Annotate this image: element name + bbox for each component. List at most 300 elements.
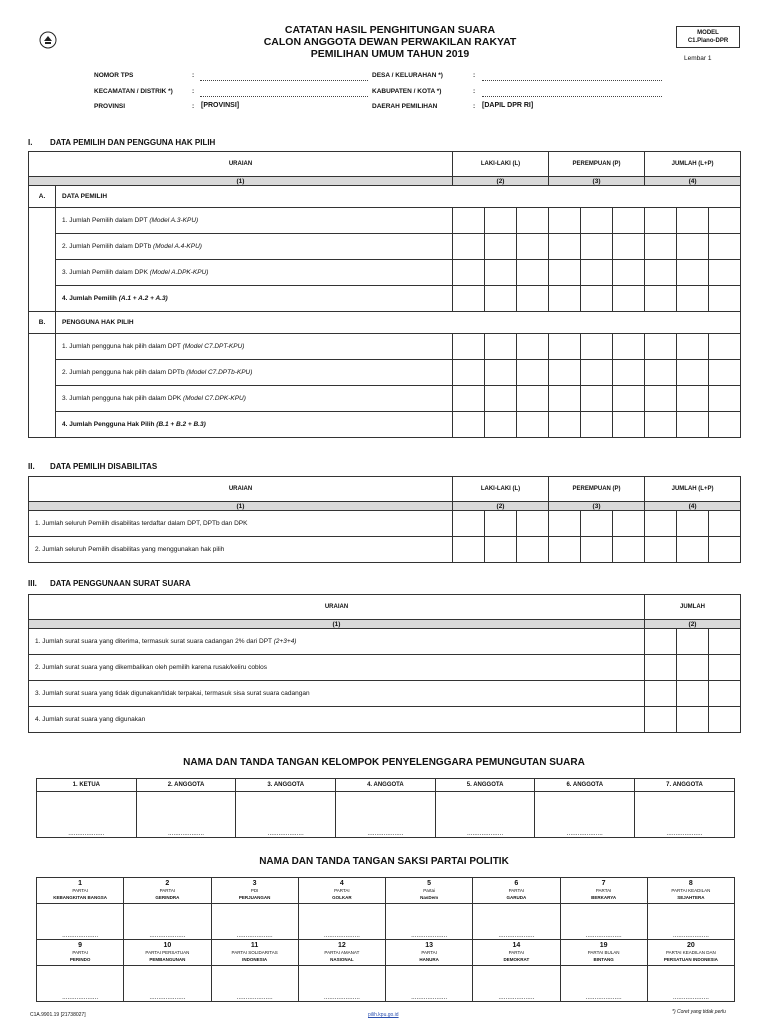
s3-row3-text: 3. Jumlah surat suara yang tidak digunakan/tidak terpakai, termasuk sisa surat suara cadangan — [29, 681, 645, 707]
s2-colnum-4: (4) — [645, 502, 741, 511]
signature-box[interactable] — [535, 792, 635, 838]
party-word: PARTAI — [72, 950, 88, 955]
signature-line: .................... — [236, 932, 273, 939]
signature-box[interactable] — [211, 966, 298, 1002]
footer-link[interactable]: pilih.kpu.go.id — [368, 1012, 399, 1018]
nomor-tps-field[interactable] — [200, 80, 368, 81]
input-cell[interactable] — [709, 360, 741, 386]
signature-line: .................... — [167, 830, 205, 837]
party-header — [386, 940, 473, 966]
section2-title: DATA PEMILIH DISABILITAS — [50, 462, 158, 471]
input-cell[interactable] — [677, 286, 709, 312]
input-cell[interactable] — [677, 511, 709, 537]
table-row — [29, 234, 741, 260]
input-cell[interactable] — [645, 537, 677, 563]
input-cell[interactable] — [581, 412, 613, 438]
signature-box[interactable] — [435, 792, 535, 838]
party-name: DEMOKRAT — [503, 957, 530, 962]
input-cell[interactable] — [453, 511, 485, 537]
party-word: PARTAI KEADILAN — [671, 888, 711, 893]
party-header — [386, 878, 473, 904]
s3-col-uraian: URAIAN — [29, 595, 645, 620]
footer-code: C1A.9901.19 [21738027] — [30, 1012, 86, 1018]
party-header — [647, 940, 734, 966]
signature-box[interactable] — [336, 792, 436, 838]
input-cell[interactable] — [645, 412, 677, 438]
signature-line: .................... — [666, 830, 703, 837]
group-b-title: PENGGUNA HAK PILIH — [56, 312, 741, 334]
input-cell[interactable] — [517, 208, 549, 234]
kpps-signature-table — [36, 778, 735, 838]
party-number: 13 — [425, 942, 434, 949]
signature-box[interactable] — [37, 966, 124, 1002]
input-cell[interactable] — [677, 234, 709, 260]
s2-col-laki: LAKI-LAKI (L) — [453, 477, 549, 502]
input-cell[interactable] — [709, 334, 741, 360]
input-cell[interactable] — [485, 334, 517, 360]
party-word: PARTAI BULAN — [587, 950, 620, 955]
table-row — [29, 334, 741, 360]
input-cell[interactable] — [549, 537, 581, 563]
input-cell[interactable] — [581, 537, 613, 563]
input-cell[interactable] — [549, 208, 581, 234]
signature-line: .................... — [367, 830, 404, 837]
s1-colnum-3: (3) — [549, 177, 645, 186]
party-name: SEJAHTERA — [677, 895, 705, 900]
input-cell[interactable] — [709, 681, 741, 707]
input-cell[interactable] — [517, 537, 549, 563]
signature-line: .................... — [672, 994, 709, 1001]
input-cell[interactable] — [645, 360, 677, 386]
input-cell[interactable] — [517, 360, 549, 386]
input-cell[interactable] — [677, 260, 709, 286]
input-cell[interactable] — [453, 260, 485, 286]
input-cell[interactable] — [581, 511, 613, 537]
input-cell[interactable] — [549, 286, 581, 312]
table-row — [29, 412, 741, 438]
s2-col-jumlah: JUMLAH (L+P) — [645, 477, 741, 502]
input-cell[interactable] — [709, 629, 741, 655]
party-name: GOLKAR — [332, 895, 352, 900]
row-b2-ref: (Model C7.DPTb-KPU) — [186, 369, 253, 376]
s1-colnum-2: (2) — [453, 177, 549, 186]
group-a-letter: A. — [29, 186, 56, 208]
s3-col-jumlah: JUMLAH — [645, 595, 741, 620]
input-cell[interactable] — [453, 334, 485, 360]
kpu-logo-icon — [38, 30, 58, 50]
party-name: INDONESIA — [242, 957, 268, 962]
s2-colnum-1: (1) — [29, 502, 453, 511]
input-cell[interactable] — [549, 360, 581, 386]
input-cell[interactable] — [709, 234, 741, 260]
input-cell[interactable] — [485, 260, 517, 286]
row-b2-text: 2. Jumlah pengguna hak pilih dalam DPTb — [62, 369, 187, 376]
input-cell[interactable] — [613, 360, 645, 386]
signature-box[interactable] — [473, 904, 560, 940]
input-cell[interactable] — [645, 234, 677, 260]
input-cell[interactable] — [677, 360, 709, 386]
party-number: 19 — [599, 942, 608, 949]
input-cell[interactable] — [677, 537, 709, 563]
model-label: MODEL — [697, 30, 719, 36]
signature-box[interactable] — [124, 904, 211, 940]
input-cell[interactable] — [709, 260, 741, 286]
kpps-col-anggota-2: 2. ANGGOTA — [136, 779, 236, 792]
row-a4-text: 4. Jumlah Pemilih — [62, 295, 119, 302]
s3-colnum-2: (2) — [645, 620, 741, 629]
party-header — [298, 940, 385, 966]
signature-box[interactable] — [136, 792, 236, 838]
input-cell[interactable] — [709, 707, 741, 733]
input-cell[interactable] — [677, 334, 709, 360]
party-header — [37, 878, 124, 904]
input-cell[interactable] — [645, 629, 677, 655]
input-cell[interactable] — [645, 386, 677, 412]
kpps-col-anggota-7: 7. ANGGOTA — [635, 779, 735, 792]
party-number: 11 — [250, 942, 259, 949]
row-b1-ref: (Model C7.DPT-KPU) — [182, 343, 245, 350]
input-cell[interactable] — [549, 412, 581, 438]
row-b4-ref: (B.1 + B.2 + B.3) — [156, 421, 206, 428]
s1-colnum-4: (4) — [645, 177, 741, 186]
party-number: 5 — [427, 880, 432, 887]
input-cell[interactable] — [677, 208, 709, 234]
input-cell[interactable] — [517, 234, 549, 260]
signature-box[interactable] — [386, 904, 473, 940]
input-cell[interactable] — [453, 234, 485, 260]
input-cell[interactable] — [485, 412, 517, 438]
input-cell[interactable] — [485, 511, 517, 537]
party-name: KEBANGKITAN BANGSA — [53, 895, 107, 900]
input-cell[interactable] — [709, 511, 741, 537]
party-header — [37, 940, 124, 966]
signature-box[interactable] — [473, 966, 560, 1002]
kpps-col-anggota-6: 6. ANGGOTA — [535, 779, 635, 792]
kpps-col-anggota-5: 5. ANGGOTA — [435, 779, 535, 792]
input-cell[interactable] — [581, 286, 613, 312]
s3-colnum-1: (1) — [29, 620, 645, 629]
title-line-2: CALON ANGGOTA DEWAN PERWAKILAN RAKYAT — [263, 36, 517, 48]
input-cell[interactable] — [677, 655, 709, 681]
signature-box[interactable] — [37, 904, 124, 940]
input-cell[interactable] — [453, 412, 485, 438]
input-cell[interactable] — [709, 208, 741, 234]
signature-line: .................... — [411, 932, 448, 939]
party-header — [211, 878, 298, 904]
input-cell[interactable] — [517, 260, 549, 286]
row-a1-text: 1. Jumlah Pemilih dalam DPT — [62, 217, 150, 224]
input-cell[interactable] — [709, 386, 741, 412]
table-row — [29, 629, 741, 655]
signature-box[interactable] — [298, 966, 385, 1002]
party-number: 14 — [512, 942, 521, 949]
party-name: PERSATUAN INDONESIA — [663, 957, 718, 962]
signature-box[interactable] — [37, 792, 137, 838]
section2-num: II. — [28, 462, 35, 471]
nomor-tps-sep: : — [192, 72, 195, 79]
party-number: 1 — [78, 880, 83, 887]
section3-num: III. — [28, 579, 37, 588]
kabupaten-label: KABUPATEN / KOTA *) — [372, 88, 442, 95]
row-b4-text: 4. Jumlah Pengguna Hak Pilih — [62, 421, 157, 428]
party-number: 3 — [252, 880, 257, 887]
input-cell[interactable] — [677, 412, 709, 438]
s3-row4-text: 4. Jumlah surat suara yang digunakan — [29, 707, 645, 733]
s2-colnum-2: (2) — [453, 502, 549, 511]
group-a-title: DATA PEMILIH — [56, 186, 741, 208]
party-name: NasDem — [420, 895, 439, 900]
input-cell[interactable] — [645, 286, 677, 312]
party-header — [560, 940, 647, 966]
input-cell[interactable] — [485, 386, 517, 412]
party-word: PARTAI PERSATUAN — [145, 950, 190, 955]
table-row — [29, 386, 741, 412]
table-row — [29, 260, 741, 286]
input-cell[interactable] — [645, 260, 677, 286]
table-row — [29, 208, 741, 234]
form-title — [180, 24, 600, 60]
party-number: 10 — [163, 942, 172, 949]
title-line-1: CATATAN HASIL PENGHITUNGAN SUARA — [284, 24, 496, 36]
input-cell[interactable] — [485, 286, 517, 312]
party-word: PDI — [250, 888, 259, 893]
input-cell[interactable] — [453, 286, 485, 312]
input-cell[interactable] — [613, 260, 645, 286]
party-number: 6 — [514, 880, 519, 887]
provinsi-label: PROVINSI — [94, 103, 126, 110]
row-a1-ref: (Model A.3-KPU) — [149, 217, 199, 224]
section1-title: DATA PEMILIH DAN PENGGUNA HAK PILIH — [50, 138, 216, 147]
party-word: PARTAI — [508, 950, 525, 955]
input-cell[interactable] — [517, 511, 549, 537]
kpps-col-anggota-4: 4. ANGGOTA — [336, 779, 436, 792]
party-number: 20 — [686, 942, 695, 949]
party-name: PERJUANGAN — [238, 895, 271, 900]
kpps-col-ketua: 1. KETUA — [37, 779, 137, 792]
row-a3-ref: (Model A.DPK-KPU) — [149, 269, 209, 276]
s1-col-uraian: URAIAN — [29, 152, 453, 177]
input-cell[interactable] — [517, 334, 549, 360]
row-b3-text: 3. Jumlah pengguna hak pilih dalam DPK — [62, 395, 184, 402]
input-cell[interactable] — [613, 537, 645, 563]
s1-col-laki: LAKI-LAKI (L) — [453, 152, 549, 177]
signature-box[interactable] — [211, 904, 298, 940]
s2-row2-text: 2. Jumlah seluruh Pemilih disabilitas yang menggunakan hak pilih — [29, 537, 453, 563]
desa-field[interactable] — [482, 80, 662, 81]
input-cell[interactable] — [549, 511, 581, 537]
row-a4-ref: (A.1 + A.2 + A.3) — [118, 295, 168, 302]
s2-row1-text: 1. Jumlah seluruh Pemilih disabilitas terdaftar dalam DPT, DPTb dan DPK — [29, 511, 453, 537]
section3-title: DATA PENGGUNAAN SURAT SUARA — [50, 579, 191, 588]
signature-box[interactable] — [560, 904, 647, 940]
input-cell[interactable] — [613, 511, 645, 537]
signature-line: .................... — [323, 994, 360, 1001]
party-name: HANURA — [419, 957, 439, 962]
input-cell[interactable] — [645, 707, 677, 733]
s2-col-perempuan: PEREMPUAN (P) — [549, 477, 645, 502]
party-word: PARTAI — [508, 888, 525, 893]
input-cell[interactable] — [677, 629, 709, 655]
input-cell[interactable] — [677, 707, 709, 733]
input-cell[interactable] — [613, 334, 645, 360]
saksi-signature-table — [36, 877, 735, 1002]
input-cell[interactable] — [581, 260, 613, 286]
input-cell[interactable] — [613, 208, 645, 234]
party-word: PARTAI SOLIDARITAS — [231, 950, 278, 955]
signature-line: .................... — [585, 994, 622, 1001]
input-cell[interactable] — [677, 681, 709, 707]
input-cell[interactable] — [709, 537, 741, 563]
section1-num: I. — [28, 138, 33, 147]
desa-label: DESA / KELURAHAN *) — [372, 72, 443, 79]
input-cell[interactable] — [645, 681, 677, 707]
signature-line: .................... — [498, 932, 535, 939]
input-cell[interactable] — [581, 208, 613, 234]
party-header — [647, 878, 734, 904]
input-cell[interactable] — [453, 208, 485, 234]
table-row — [29, 655, 741, 681]
input-cell[interactable] — [453, 360, 485, 386]
input-cell[interactable] — [581, 386, 613, 412]
party-header — [560, 878, 647, 904]
party-word: PARTAI AMANAT — [324, 950, 360, 955]
input-cell[interactable] — [645, 334, 677, 360]
kecamatan-field[interactable] — [200, 96, 368, 97]
kabupaten-sep: : — [473, 88, 476, 95]
signature-line: .................... — [672, 932, 709, 939]
input-cell[interactable] — [485, 234, 517, 260]
input-cell[interactable] — [581, 360, 613, 386]
party-number: 8 — [688, 880, 693, 887]
party-name: GERINDRA — [155, 895, 180, 900]
row-a3-text: 3. Jumlah Pemilih dalam DPK — [62, 269, 150, 276]
party-name: BINTANG — [593, 957, 614, 962]
input-cell[interactable] — [613, 286, 645, 312]
party-number: 4 — [339, 880, 344, 887]
input-cell[interactable] — [485, 360, 517, 386]
input-cell[interactable] — [581, 334, 613, 360]
saksi-title: NAMA DAN TANDA TANGAN SAKSI PARTAI POLITIK — [259, 856, 509, 867]
section1-table — [28, 151, 741, 438]
signature-box[interactable] — [124, 966, 211, 1002]
input-cell[interactable] — [581, 234, 613, 260]
input-cell[interactable] — [645, 655, 677, 681]
table-row — [29, 286, 741, 312]
signature-box[interactable] — [647, 904, 734, 940]
party-word: Partai — [423, 888, 435, 893]
party-number: 7 — [601, 880, 606, 887]
input-cell[interactable] — [645, 208, 677, 234]
signature-box[interactable] — [635, 792, 735, 838]
row-b1-text: 1. Jumlah pengguna hak pilih dalam DPT — [62, 343, 183, 350]
sheet-number: Lembar 1 — [684, 55, 712, 62]
model-box — [676, 26, 740, 48]
input-cell[interactable] — [549, 334, 581, 360]
input-cell[interactable] — [485, 537, 517, 563]
kpps-title: NAMA DAN TANDA TANGAN KELOMPOK PENYELENGGARA PEMUNGUTAN SUARA — [183, 757, 585, 768]
signature-line: .................... — [566, 830, 603, 837]
input-cell[interactable] — [613, 234, 645, 260]
signature-box[interactable] — [560, 966, 647, 1002]
input-cell[interactable] — [549, 386, 581, 412]
input-cell[interactable] — [613, 412, 645, 438]
party-word: PARTAI — [72, 888, 88, 893]
party-name: GARUDA — [506, 895, 527, 900]
signature-line: .................... — [411, 994, 448, 1001]
model-code: C1.Plano-DPR — [687, 38, 729, 44]
table-row — [29, 360, 741, 386]
signature-line: .................... — [68, 830, 105, 837]
input-cell[interactable] — [677, 386, 709, 412]
input-cell[interactable] — [517, 286, 549, 312]
signature-line: .................... — [149, 994, 186, 1001]
provinsi-value: [PROVINSI] — [201, 102, 240, 109]
signature-line: .................... — [149, 932, 186, 939]
signature-line: .................... — [236, 994, 273, 1001]
row-a2-text: 2. Jumlah Pemilih dalam DPTb — [62, 243, 154, 250]
signature-box[interactable] — [236, 792, 336, 838]
signature-line: .................... — [323, 932, 360, 939]
s1-colnum-1: (1) — [29, 177, 453, 186]
s2-colnum-3: (3) — [549, 502, 645, 511]
nomor-tps-label: NOMOR TPS — [94, 72, 134, 79]
input-cell[interactable] — [709, 286, 741, 312]
input-cell[interactable] — [517, 412, 549, 438]
signature-line: .................... — [467, 830, 504, 837]
table-row — [29, 537, 741, 563]
input-cell[interactable] — [549, 260, 581, 286]
signature-box[interactable] — [647, 966, 734, 1002]
s3-row2-text: 2. Jumlah surat suara yang dikembalikan oleh pemilih karena rusak/keliru coblos — [29, 655, 645, 681]
s1-col-perempuan: PEREMPUAN (P) — [549, 152, 645, 177]
dapil-sep: : — [473, 103, 476, 110]
party-header — [211, 940, 298, 966]
input-cell[interactable] — [485, 208, 517, 234]
party-number: 12 — [337, 942, 346, 949]
s3-row1-ref: (2+3+4) — [273, 638, 297, 645]
signature-box[interactable] — [298, 904, 385, 940]
signature-box[interactable] — [386, 966, 473, 1002]
party-word: PARTAI — [595, 888, 612, 893]
input-cell[interactable] — [645, 511, 677, 537]
input-cell[interactable] — [453, 537, 485, 563]
kabupaten-field[interactable] — [482, 96, 662, 97]
table-row — [29, 707, 741, 733]
party-word: PARTAI — [334, 888, 350, 893]
title-line-3: PEMILIHAN UMUM TAHUN 2019 — [310, 48, 470, 60]
party-word: PARTAI — [421, 950, 437, 955]
input-cell[interactable] — [453, 386, 485, 412]
input-cell[interactable] — [709, 412, 741, 438]
input-cell[interactable] — [709, 655, 741, 681]
signature-line: .................... — [62, 994, 99, 1001]
group-b-letter: B. — [29, 312, 56, 334]
signature-line: .................... — [498, 994, 535, 1001]
party-number: 9 — [78, 942, 83, 949]
input-cell[interactable] — [517, 386, 549, 412]
party-name: BERKARYA — [591, 895, 617, 900]
input-cell[interactable] — [613, 386, 645, 412]
desa-sep: : — [473, 72, 476, 79]
dapil-value: [DAPIL DPR RI] — [482, 102, 534, 109]
kecamatan-label: KECAMATAN / DISTRIK *) — [94, 88, 173, 95]
input-cell[interactable] — [549, 234, 581, 260]
dapil-label: DAERAH PEMILIHAN — [372, 103, 438, 110]
s1-col-jumlah: JUMLAH (L+P) — [645, 152, 741, 177]
table-row — [29, 511, 741, 537]
party-header — [298, 878, 385, 904]
party-header — [124, 878, 211, 904]
